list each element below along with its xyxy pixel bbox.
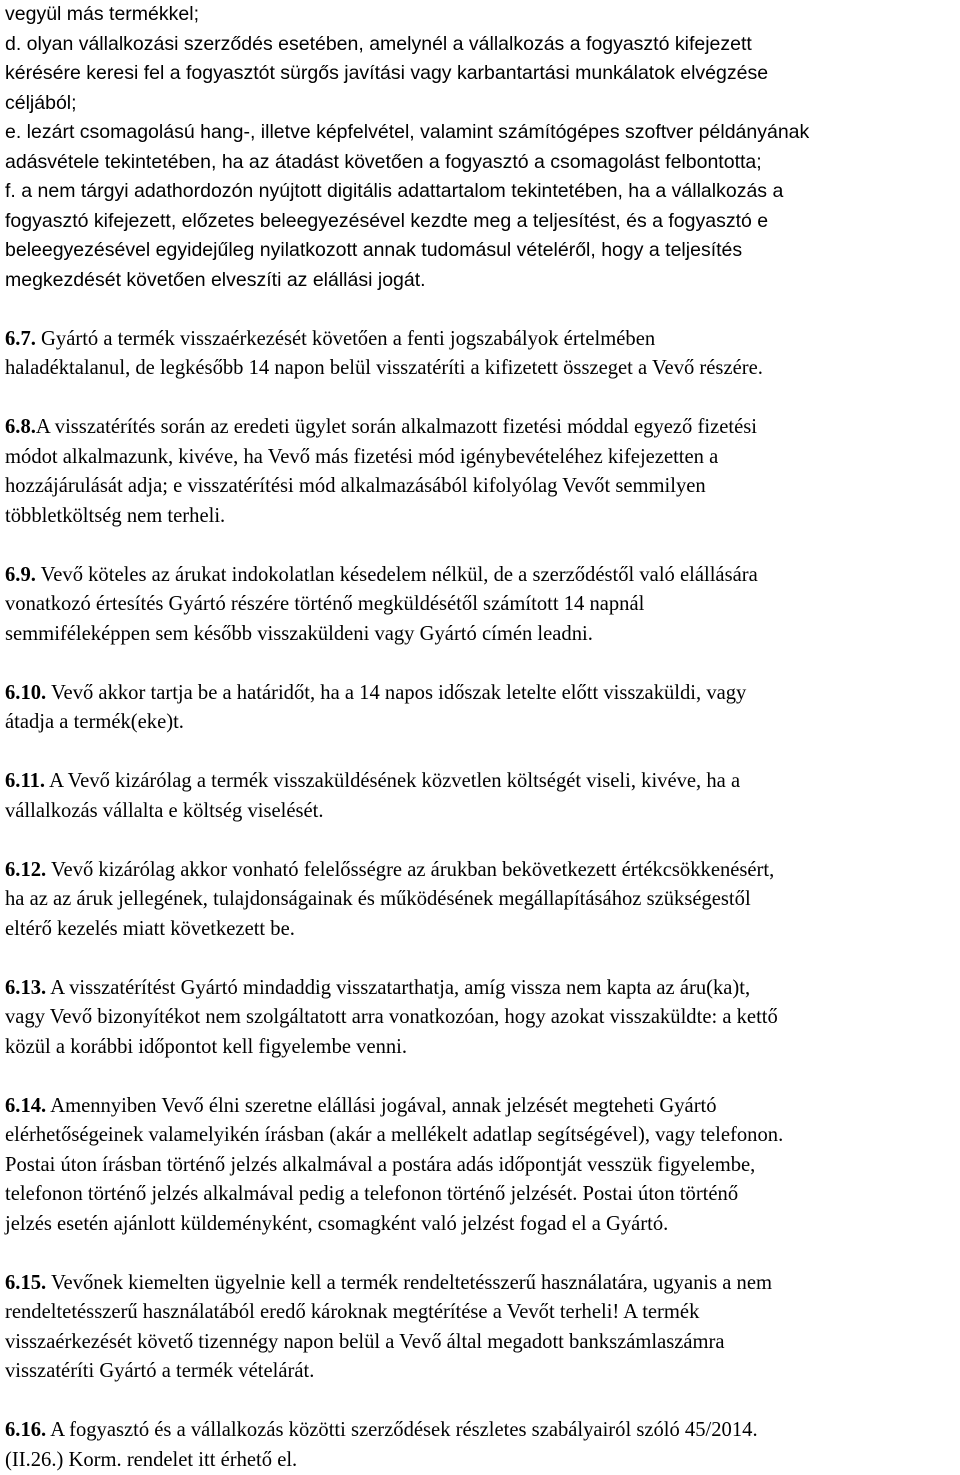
section-text: Vevő köteles az árukat indokolatlan késedelem nélkül, de a szerződéstől való elállására [36,564,758,586]
section-text: Vevő akkor tartja be a határidőt, ha a 14 napos időszak letelte előtt visszaküldi, vagy [46,682,746,704]
text-line: megkezdését követően elveszíti az elállási jogát. [5,266,955,296]
section-number: 6.16. [5,1419,46,1441]
section-6-12 [5,856,955,945]
text-line: jelzés esetén ajánlott küldeményként, csomagként való jelzést fogad el a Gyártó. [5,1210,955,1240]
text-line: céljából; [5,89,955,119]
section-text: A Vevő kizárólag a termék visszaküldésének közvetlen költségét viseli, kivéve, ha a [45,770,740,792]
text-line: Postai úton írásban történő jelzés alkalmával a postára adás időpontját vesszük figyelembe, [5,1151,955,1181]
text-line: többletköltség nem terheli. [5,502,955,532]
text-line: telefonon történő jelzés alkalmával pedig a telefonon történő jelzését. Postai úton történő [5,1180,955,1210]
list-item-e [5,118,955,177]
text-line: semmiféleképpen sem később visszaküldeni vagy Gyártó címén leadni. [5,620,955,650]
section-text: Amennyiben Vevő élni szeretne elállási jogával, annak jelzését megteheti Gyártó [46,1095,716,1117]
section-text: Gyártó a termék visszaérkezését követően a fenti jogszabályok értelmében [36,328,655,350]
text-line: beleegyezésével egyidejűleg nyilatkozott annak tudomásul vételéről, hogy a teljesítés [5,236,955,266]
text-line: vagy Vevő bizonyítékot nem szolgáltatott arra vonatkozóan, hogy azokat visszaküldte: a kettő [5,1003,955,1033]
section-number: 6.13. [5,977,46,999]
section-6-15 [5,1269,955,1387]
text-line: vállalkozás vállalta e költség viselését. [5,797,955,827]
section-6-8 [5,413,955,531]
section-text: Vevő kizárólag akkor vonható felelősségre az árukban bekövetkezett értékcsökkenésért, [46,859,774,881]
section-text: Vevőnek kiemelten ügyelnie kell a termék rendeltetésszerű használatára, ugyanis a nem [46,1272,772,1294]
section-text: A visszatérítést Gyártó mindaddig visszatarthatja, amíg vissza nem kapta az áru(ka)t, [46,977,750,999]
text-line: rendeltetésszerű használatából eredő károknak megtérítése a Vevőt terheli! A termék [5,1298,955,1328]
text-line: visszaérkezését követő tizennégy napon belül a Vevő által megadott bankszámlaszámra [5,1328,955,1358]
section-6-7 [5,325,955,384]
section-number: 6.11. [5,770,45,792]
section-6-11 [5,767,955,826]
text-line: e. lezárt csomagolású hang-, illetve képfelvétel, valamint számítógépes szoftver példányának [5,118,955,148]
text-line: ha az az áruk jellegének, tulajdonságainak és működésének megállapításához szükségestől [5,885,955,915]
numbered-sections [5,325,955,1475]
section-6-10 [5,679,955,738]
section-number: 6.10. [5,682,46,704]
section-number: 6.9. [5,564,36,586]
section-number: 6.14. [5,1095,46,1117]
text-line: d. olyan vállalkozási szerződés esetében, amelynél a vállalkozás a fogyasztó kifejezett [5,30,955,60]
text-line: hozzájárulását adja; e visszatérítési mód alkalmazásából kifolyólag Vevőt semmilyen [5,472,955,502]
section-6-9 [5,561,955,650]
document-page [5,0,955,1475]
text-line: kérésére keresi fel a fogyasztót sürgős javítási vagy karbantartási munkálatok elvégzése [5,59,955,89]
text-line: adásvétele tekintetében, ha az átadást követően a fogyasztó a csomagolást felbontotta; [5,148,955,178]
text-line: átadja a termék(eke)t. [5,708,955,738]
list-item-f [5,177,955,295]
text-line: fogyasztó kifejezett, előzetes beleegyezésével kezdte meg a teljesítést, és a fogyasztó e [5,207,955,237]
section-text: A fogyasztó és a vállalkozás közötti szerződések részletes szabályairól szóló 45/2014. [46,1419,757,1441]
section-number: 6.7. [5,328,36,350]
text-line: vonatkozó értesítés Gyártó részére történő megküldésétől számított 14 napnál [5,590,955,620]
text-line: (II.26.) Korm. rendelet itt érhető el. [5,1446,955,1475]
section-6-13 [5,974,955,1063]
text-line: közül a korábbi időpontot kell figyelembe venni. [5,1033,955,1063]
list-item-d [5,30,955,119]
text-line: f. a nem tárgyi adathordozón nyújtott digitális adattartalom tekintetében, ha a vállalkozás a [5,177,955,207]
text-line: elérhetőségeinek valamelyikén írásban (akár a mellékelt adatlap segítségével), vagy telefonon. [5,1121,955,1151]
section-number: 6.8. [5,416,36,438]
section-6-16 [5,1416,955,1475]
section-6-14 [5,1092,955,1240]
text-line: eltérő kezelés miatt következett be. [5,915,955,945]
text-line: vegyül más termékkel; [5,0,955,30]
exception-list [5,0,955,295]
text-line: visszatéríti Gyártó a termék vételárát. [5,1357,955,1387]
section-text: A visszatérítés során az eredeti ügylet során alkalmazott fizetési móddal egyező fizetési [36,416,757,438]
text-line: módot alkalmazunk, kivéve, ha Vevő más fizetési mód igénybevételéhez kifejezetten a [5,443,955,473]
section-number: 6.12. [5,859,46,881]
text-line: haladéktalanul, de legkésőbb 14 napon belül visszatéríti a kifizetett összeget a Vevő részére. [5,354,955,384]
section-number: 6.15. [5,1272,46,1294]
list-item-c-tail [5,0,955,30]
